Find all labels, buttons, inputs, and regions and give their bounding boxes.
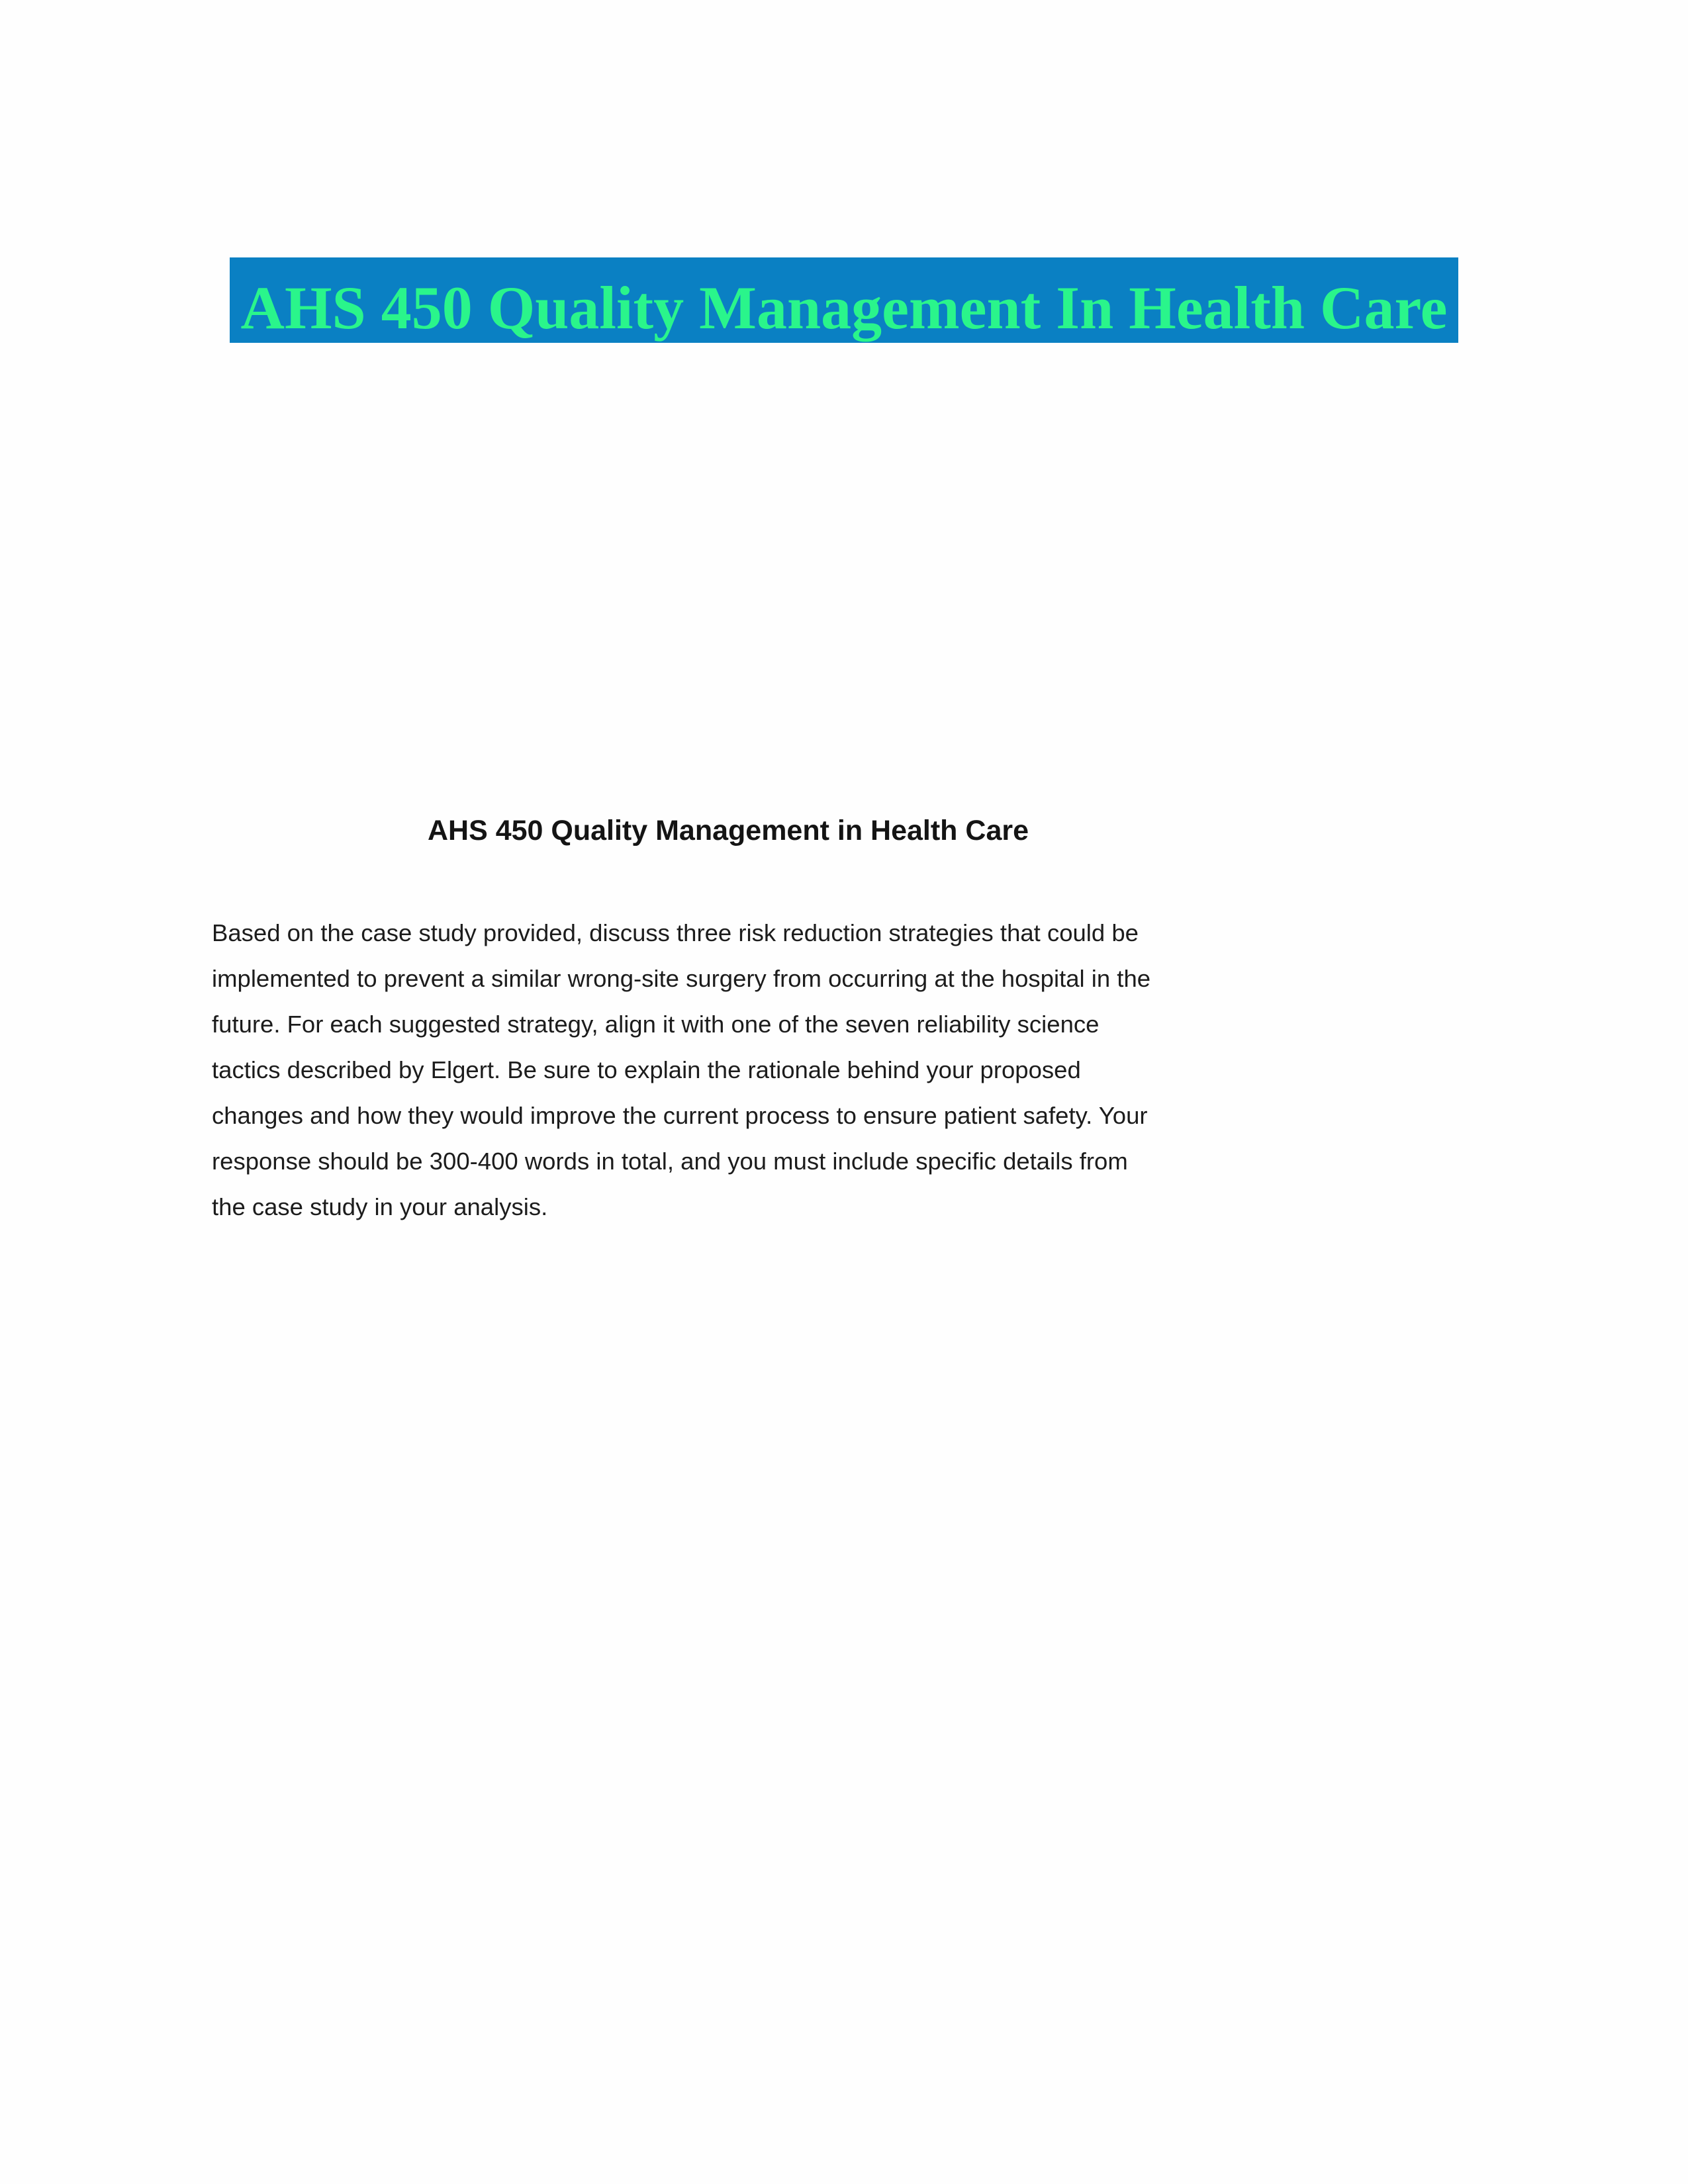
banner-title: AHS 450 Quality Management In Health Care <box>240 274 1448 341</box>
paragraph-line: changes and how they would improve the current process to ensure patient safety. Your <box>212 1102 1148 1129</box>
title-banner <box>230 257 1458 343</box>
excerpt-heading: AHS 450 Quality Management in Health Care <box>427 815 1029 846</box>
paragraph-line: response should be 300-400 words in total, and you must include specific details from <box>212 1148 1128 1175</box>
excerpt-paragraph <box>212 910 1258 1230</box>
paragraph-line: tactics described by Elgert. Be sure to explain the rationale behind your proposed <box>212 1056 1081 1083</box>
paragraph-line: the case study in your analysis. <box>212 1193 548 1220</box>
paragraph-line: implemented to prevent a similar wrong-site surgery from occurring at the hospital in the <box>212 965 1151 992</box>
paragraph-line: future. For each suggested strategy, align it with one of the seven reliability science <box>212 1011 1100 1038</box>
paragraph-line: Based on the case study provided, discuss three risk reduction strategies that could be <box>212 919 1139 946</box>
